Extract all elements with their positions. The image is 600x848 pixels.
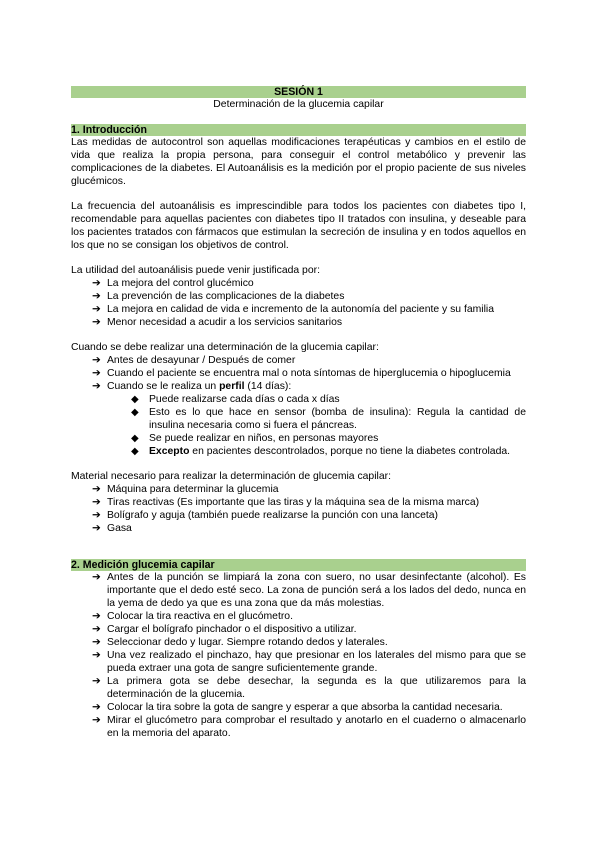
- arrow-bullet-icon: ➔: [92, 381, 101, 392]
- arrow-bullet-icon: ➔: [92, 572, 101, 583]
- arrow-bullet-icon: ➔: [92, 510, 101, 521]
- step-item: ➔ La primera gota se debe desechar, la segunda es la que utilizaremos para la determinación de la glucemia.: [92, 676, 526, 700]
- step-item: ➔ Mirar el glucómetro para comprobar el resultado y anotarlo en el cuaderno o almacenarlo en la memoria del aparato.: [92, 715, 526, 739]
- arrow-bullet-icon: ➔: [92, 497, 101, 508]
- list-item: ➔ Tiras reactivas (Es importante que las tiras y la máquina sea de la misma marca): [92, 497, 480, 508]
- list-item: ➔ La mejora del control glucémico: [92, 278, 254, 289]
- arrow-bullet-icon: ➔: [92, 368, 101, 379]
- when-list: [71, 354, 526, 393]
- list-item: ➔ La mejora en calidad de vida e incremento de la autonomía del paciente y su familia: [92, 304, 494, 315]
- arrow-bullet-icon: ➔: [92, 291, 101, 302]
- step-item: ➔ Cargar el bolígrafo pinchador o el dispositivo a utilizar.: [92, 624, 357, 635]
- step-item: ➔ Una vez realizado el pinchazo, hay que presionar en los laterales del mismo para que se pueda extraer una gota de sangre suficientemente grande.: [92, 650, 526, 674]
- arrow-bullet-icon: ➔: [92, 637, 101, 648]
- list-item: ➔ Máquina para determinar la glucemia: [92, 484, 279, 495]
- step-item: ➔ Colocar la tira reactiva en el glucómetro.: [92, 611, 293, 622]
- arrow-bullet-icon: ➔: [92, 611, 101, 622]
- list-item-perfil: ➔ Cuando se le realiza un perfil (14 días):: [92, 381, 292, 392]
- diamond-bullet-icon: ◆: [131, 433, 139, 444]
- intro-paragraph-4: Cuando se debe realizar una determinación de la glucemia capilar:: [71, 342, 379, 353]
- arrow-bullet-icon: ➔: [92, 278, 101, 289]
- steps-list: [71, 571, 526, 740]
- session-subtitle: Determinación de la glucemia capilar: [213, 99, 384, 110]
- arrow-bullet-icon: ➔: [92, 304, 101, 315]
- arrow-bullet-icon: ➔: [92, 715, 101, 726]
- sub-list-item: ◆ Excepto en pacientes descontrolados, porque no tiene la diabetes controlada.: [131, 446, 511, 457]
- list-item: ➔ Cuando el paciente se encuentra mal o nota síntomas de hiperglucemia o hipoglucemia: [92, 368, 511, 379]
- section-heading-introduccion: 1. Introducción: [71, 124, 526, 136]
- section-heading-medicion: 2. Medición glucemia capilar: [71, 559, 526, 571]
- list-item: ➔ Gasa: [92, 523, 132, 534]
- diamond-bullet-icon: ◆: [131, 446, 139, 457]
- step-item: ➔ Antes de la punción se limpiará la zona con suero, no usar desinfectante (alcohol). Es importante que el dedo esté seco. La zona de punción será a los lados del dedo, nunca en la yema de dedo ya que es una zona que da más molestias.: [92, 572, 526, 609]
- arrow-bullet-icon: ➔: [92, 676, 101, 687]
- sub-list-item: ◆ Puede realizarse cada días o cada x días: [131, 394, 340, 405]
- list-item: ➔ La prevención de las complicaciones de la diabetes: [92, 291, 345, 302]
- intro-paragraph-3: La utilidad del autoanálisis puede venir justificada por:: [71, 265, 320, 276]
- arrow-bullet-icon: ➔: [92, 484, 101, 495]
- diamond-bullet-icon: ◆: [131, 394, 139, 405]
- sub-list-item: ◆ Esto es lo que hace en sensor (bomba de insulina): Regula la cantidad de insulina necesaria como si fuera el páncreas.: [131, 407, 526, 431]
- intro-paragraph-2: La frecuencia del autoanálisis es imprescindible para todos los pacientes con diabetes tipo I, recomendable para aquellas pacientes con diabetes tipo II tratados con insulina, y deseable para los pacientes tratados con fármacos que estimulan la secreción de insulina y en todos aquellos en los que no se consigan los objetivos de control.: [71, 201, 526, 251]
- material-list: [71, 483, 526, 535]
- arrow-bullet-icon: ➔: [92, 650, 101, 661]
- list-item: ➔ Bolígrafo y aguja (también puede realizarse la punción con una lanceta): [92, 510, 438, 521]
- intro-paragraph-5: Material necesario para realizar la determinación de glucemia capilar:: [71, 471, 391, 482]
- session-title: SESIÓN 1: [71, 86, 526, 98]
- document-content: [71, 86, 526, 740]
- arrow-bullet-icon: ➔: [92, 355, 101, 366]
- arrow-bullet-icon: ➔: [92, 523, 101, 534]
- diamond-bullet-icon: ◆: [131, 407, 139, 418]
- sub-list-item: ◆ Se puede realizar en niños, en personas mayores: [131, 433, 379, 444]
- arrow-bullet-icon: ➔: [92, 317, 101, 328]
- step-item: ➔ Seleccionar dedo y lugar. Siempre rotando dedos y laterales.: [92, 637, 388, 648]
- arrow-bullet-icon: ➔: [92, 702, 101, 713]
- arrow-bullet-icon: ➔: [92, 624, 101, 635]
- list-item: ➔ Antes de desayunar / Después de comer: [92, 355, 296, 366]
- intro-paragraph-1: Las medidas de autocontrol son aquellas modificaciones terapéuticas y cambios en el estilo de vida que realiza la propia persona, para conseguir el control metabólico y prevenir las complicaciones de la diabetes. El Autoanálisis es la medición por el propio paciente de sus niveles glucémicos.: [71, 137, 526, 187]
- step-item: ➔ Colocar la tira sobre la gota de sangre y esperar a que absorba la cantidad necesaria.: [92, 702, 503, 713]
- perfil-sublist: [71, 393, 526, 458]
- utility-list: [71, 277, 526, 329]
- list-item: ➔ Menor necesidad a acudir a los servicios sanitarios: [92, 317, 343, 328]
